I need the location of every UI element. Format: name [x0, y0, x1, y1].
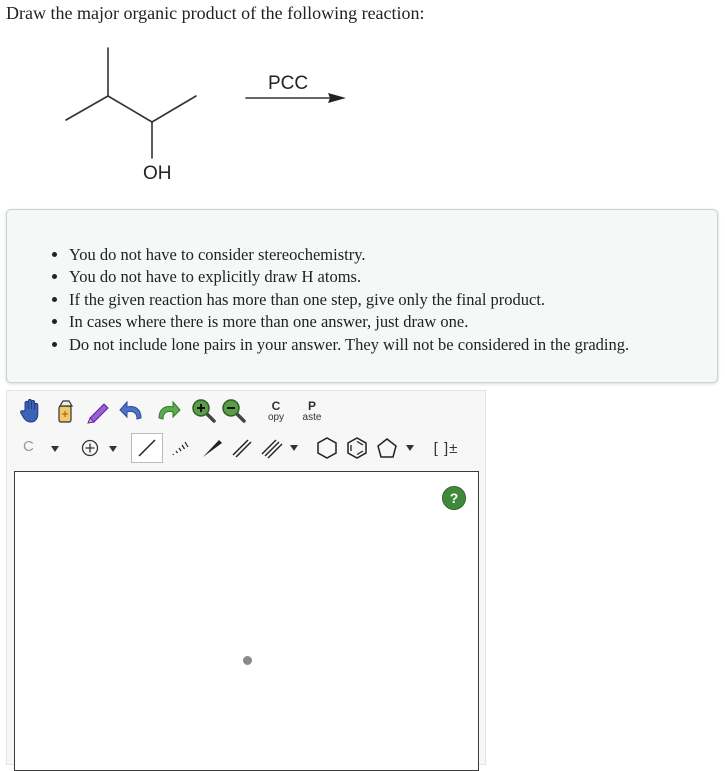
instruction-item: • You do not have to consider stereochemistry. — [69, 244, 629, 266]
question-text: Draw the major organic product of the following reaction: — [6, 3, 425, 23]
benzene-tool[interactable] — [343, 433, 371, 463]
single-bond-icon — [135, 436, 159, 460]
paste-label-top: P — [307, 399, 316, 413]
instructions-panel — [6, 209, 718, 383]
instruction-item: • You do not have to explicitly draw H atoms. — [69, 266, 629, 288]
paste-button[interactable] — [297, 396, 327, 428]
triple-bond-icon — [260, 436, 284, 460]
single-bond-tool[interactable] — [131, 433, 163, 463]
help-button[interactable]: ? — [442, 486, 466, 510]
plus-circle-icon — [81, 439, 99, 457]
wedge-icon — [200, 436, 224, 460]
bond-center — [108, 96, 152, 122]
atom-selector[interactable] — [13, 434, 65, 462]
instruction-item: • Do not include lone pairs in your answer. They will not be considered in the grading. — [69, 334, 629, 356]
chevron-down-icon — [109, 446, 117, 452]
reaction-scheme — [0, 40, 725, 200]
double-bond-tool[interactable] — [227, 433, 257, 463]
reagent-label: PCC — [268, 73, 309, 94]
reaction-arrow-head — [328, 93, 346, 103]
zoom-in-icon[interactable] — [191, 396, 217, 426]
chevron-down-icon — [406, 445, 414, 451]
paste-label-bottom: aste — [302, 412, 322, 423]
instructions-list — [7, 244, 629, 356]
structure-editor — [6, 390, 486, 765]
wedge-bond-tool[interactable] — [197, 433, 227, 463]
cyclopentane-icon — [375, 436, 399, 460]
cyclohexane-tool[interactable] — [313, 433, 341, 463]
hashed-wedge-icon — [168, 436, 192, 460]
cyclohexane-icon — [315, 436, 339, 460]
charge-bracket-tool[interactable] — [429, 433, 463, 463]
instruction-item: • In cases where there is more than one answer, just draw one. — [69, 311, 629, 333]
copy-label-top: C — [271, 399, 281, 413]
charge-bracket-label: [ ]± — [433, 439, 459, 457]
zoom-out-icon[interactable] — [221, 396, 247, 426]
atom-label: C — [23, 438, 34, 455]
copy-label-bottom: opy — [267, 412, 285, 423]
pan-hand-icon[interactable] — [17, 396, 45, 426]
copy-button[interactable] — [263, 396, 289, 428]
canvas-center-dot — [243, 656, 252, 665]
ring-menu-dropdown[interactable] — [403, 436, 417, 460]
instruction-item: • If the given reaction has more than one step, give only the final product. — [69, 289, 629, 311]
double-bond-icon — [230, 436, 254, 460]
triple-bond-tool[interactable] — [257, 433, 287, 463]
hydroxyl-label: OH — [143, 163, 172, 184]
undo-icon[interactable] — [119, 396, 147, 426]
bond-menu-dropdown[interactable] — [287, 436, 301, 460]
eraser-icon[interactable] — [51, 396, 79, 426]
hashed-wedge-bond-tool[interactable] — [165, 433, 195, 463]
benzene-icon — [345, 436, 369, 460]
marker-icon[interactable] — [85, 396, 113, 426]
redo-icon[interactable] — [153, 396, 181, 426]
chevron-down-icon — [51, 446, 59, 452]
cyclopentane-tool[interactable] — [373, 433, 401, 463]
bond-left — [66, 96, 108, 120]
chevron-down-icon — [290, 445, 298, 451]
drawing-canvas[interactable] — [14, 471, 479, 771]
charge-selector[interactable] — [73, 434, 121, 462]
bond-right — [152, 96, 196, 122]
